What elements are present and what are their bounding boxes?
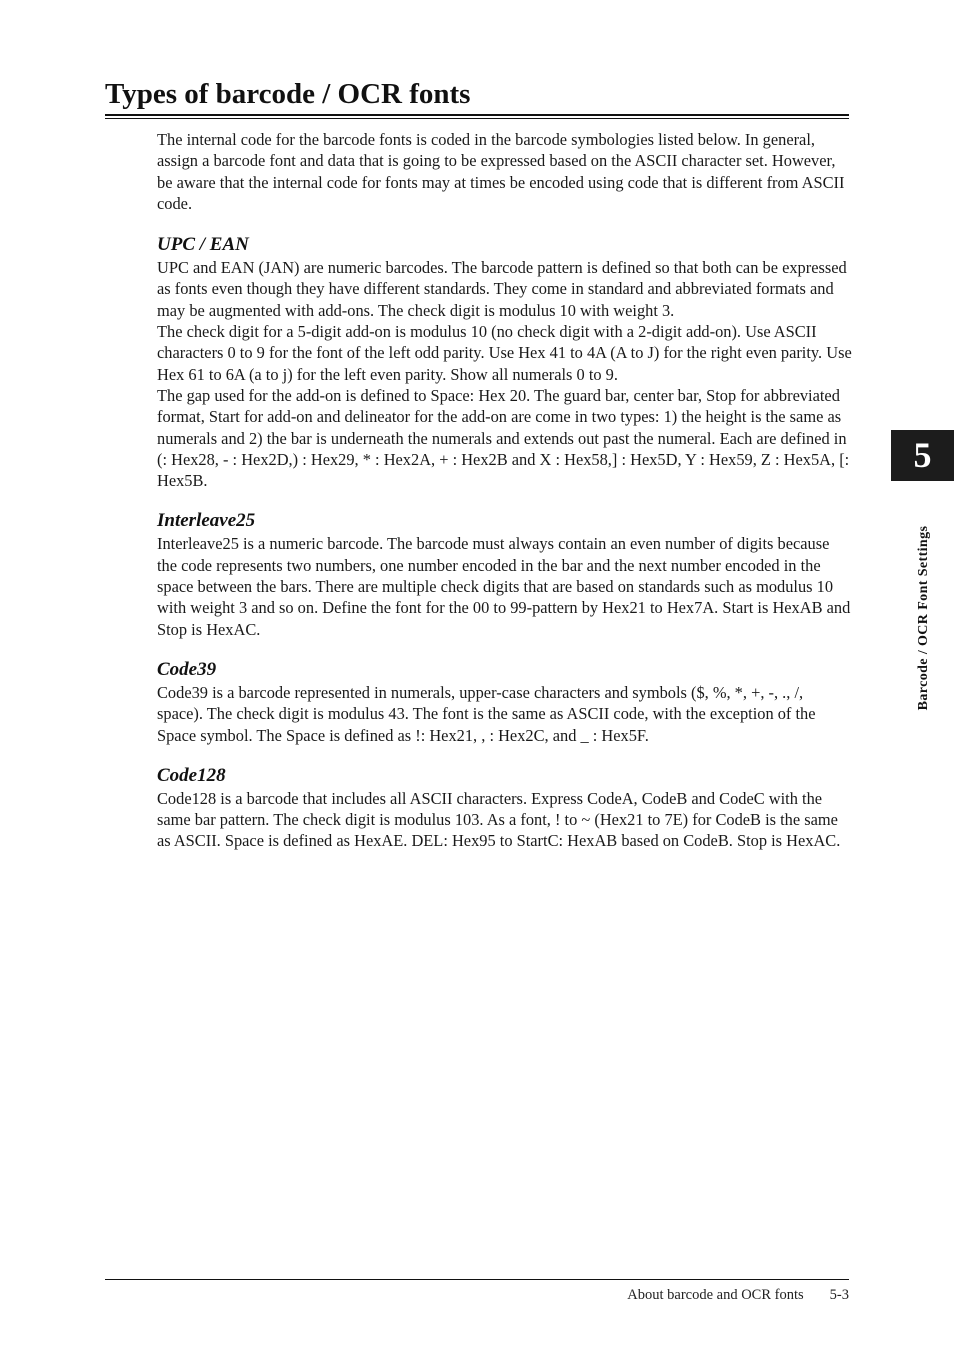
footer-title: About barcode and OCR fonts xyxy=(627,1287,804,1303)
section-heading: Code39 xyxy=(157,658,217,680)
section-paragraph: Code39 is a barcode represented in numerals, upper-case characters and symbols ($, %, *, +, -, ., /, space). The check digit is modulus 43. The font is the same as ASCII code, with the exception of the Space symbol. The Space is defined as !: Hex21, , : Hex2C, and _ : Hex5F. xyxy=(157,682,816,745)
main-content xyxy=(157,129,852,870)
chapter-tab: 5 xyxy=(891,430,954,481)
title-rule-thick xyxy=(105,114,849,116)
section-code39 xyxy=(157,658,852,746)
footer xyxy=(627,1285,849,1305)
section-paragraph: Interleave25 is a numeric barcode. The barcode must always contain an even number of digits because the code represents two numbers, one number encoded in the bar and the next number encoded in the space between the bars. There are multiple check digits that are based on standards such as modulus 10 with weight 3 and so on. Define the font for the 00 to 99-pattern by Hex21 to Hex7A. Start is HexAB and Stop is HexAC. xyxy=(157,534,851,639)
section-upc-ean xyxy=(157,233,852,491)
section-paragraph: UPC and EAN (JAN) are numeric barcodes. The barcode pattern is defined so that both can be expressed as fonts even though they have different standards. They come in standard and abbreviated formats and may be augmented with add-ons. The check digit is modulus 10 with weight 3. xyxy=(157,258,847,320)
intro-paragraph: The internal code for the barcode fonts is coded in the barcode symbologies listed below. In general, assign a barcode font and data that is going to be expressed based on the ASCII character set. However, be aware that the internal code for fonts may at times be encoded using code that is different from ASCII code. xyxy=(157,130,845,213)
section-code128 xyxy=(157,764,852,852)
section-heading: Interleave25 xyxy=(157,510,256,532)
section-heading: UPC / EAN xyxy=(157,234,249,256)
chapter-side-label: Barcode / OCR Font Settings xyxy=(916,525,931,711)
section-paragraph: Code128 is a barcode that includes all ASCII characters. Express CodeA, CodeB and CodeC with the same bar pattern. The check digit is modulus 103. As a font, ! to ~ (Hex21 to 7E) for CodeB is the same as ASCII. Space is defined as HexAE. DEL: Hex95 to StartC: HexAB based on CodeB. Stop is HexAC. xyxy=(157,788,841,851)
page-number: 5-3 xyxy=(829,1287,849,1303)
section-heading: Code128 xyxy=(157,764,226,786)
section-paragraph: The gap used for the add-on is defined to Space: Hex 20. The guard bar, center bar, Stop for abbreviated format, Start for add-on and delineator for the add-on are come in two types: 1) the height is the same as numerals and 2) the bar is underneath the numerals and extends out past the numeral. Each are defined in (: Hex28, - : Hex2D,) : Hex29, * : Hex2A, + : Hex2B and X : Hex58,] : Hex5D, Y : Hex59, Z : Hex5A, [: Hex5B. xyxy=(157,385,850,491)
section-interleave25 xyxy=(157,509,852,639)
section-paragraph: The check digit for a 5-digit add-on is modulus 10 (no check digit with a 2-digit add-on). Use ASCII characters 0 to 9 for the font of the left odd parity. Use Hex 41 to 4A (A to J) for the right even parity. Use Hex 61 to 6A (a to j) for the left even parity. Show all numerals 0 to 9. xyxy=(157,322,852,384)
footer-rule xyxy=(105,1279,849,1280)
page-title: Types of barcode / OCR fonts xyxy=(105,78,471,110)
title-rule-thin xyxy=(105,118,849,119)
